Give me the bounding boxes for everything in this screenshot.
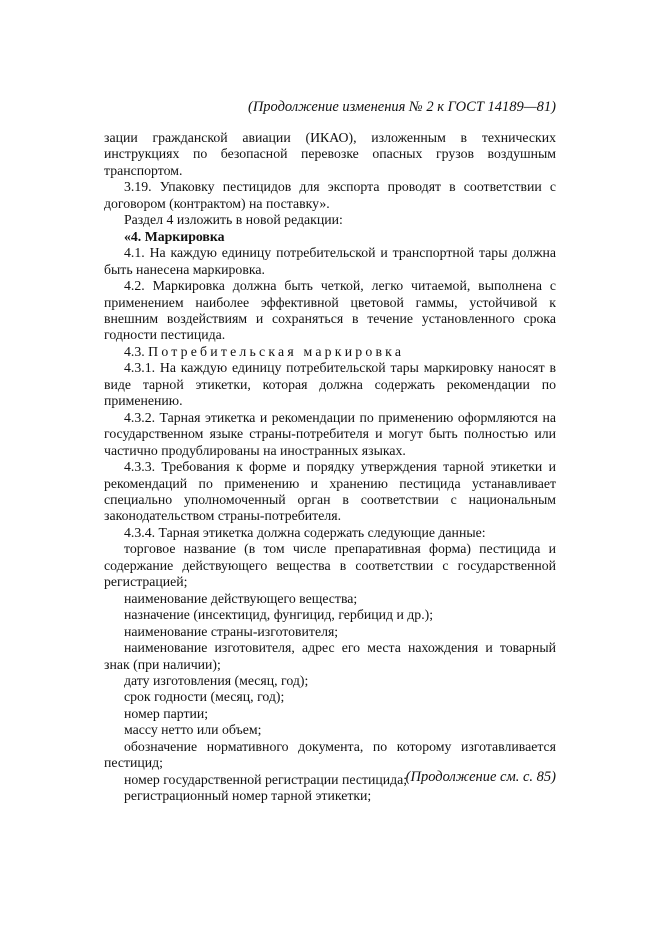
paragraph-4-3-1: 4.3.1. На каждую единицу потребительской тары маркировку наносят в виде тарной этикетки, которая должна содержать рекомендации по применению. [104,360,556,409]
subsection-number: 4.3. [124,343,145,359]
list-item: торговое название (в том числе препаративная форма) пестицида и содержание действующего вещества в соответствии с государственной регистрацией; [104,541,556,590]
subsection-title: Потребительская маркировка [148,343,405,359]
subsection-heading-4-3 [104,344,556,360]
list-item: номер партии; [124,705,209,721]
document-body [104,130,556,805]
paragraph-4-3-2: 4.3.2. Тарная этикетка и рекомендации по применению оформляются на государственном языке страны-потребителя и могут быть полностью или частично продублированы на иностранных языках. [104,409,556,458]
continuation-header: (Продолжение изменения № 2 к ГОСТ 14189—81) [247,99,556,115]
list-item: наименование изготовителя, адрес его места нахождения и товарный знак (при наличии); [104,640,556,672]
list-item: обозначение нормативного документа, по которому изготавливается пестицид; [104,738,556,771]
list-item: срок годности (месяц, год); [124,689,285,705]
list-item: назначение (инсектицид, фунгицид, гербицид и др.); [124,607,434,623]
section-heading-marking: «4. Маркировка [124,228,225,244]
paragraph-section-4-intro: Раздел 4 изложить в новой редакции: [124,212,343,228]
paragraph-4-3-4: 4.3.4. Тарная этикетка должна содержать следующие данные: [124,524,486,540]
list-item: наименование действующего вещества; [124,590,358,606]
continuation-footer: (Продолжение см. с. 85) [405,769,556,785]
list-item: массу нетто или объем; [124,722,262,738]
paragraph-4-2: 4.2. Маркировка должна быть четкой, легко читаемой, выполнена с применением наиболее эффективной цветовой гаммы, устойчивой к внешним воздействиям и сохраняться в течение установленного срока годности пестицида. [104,278,556,343]
list-item: наименование страны-изготовителя; [124,623,339,639]
list-item: дату изготовления (месяц, год); [124,672,309,688]
paragraph-4-1: 4.1. На каждую единицу потребительской и транспортной тары должна быть нанесена маркировка. [104,245,556,277]
paragraph-4-3-3: 4.3.3. Требования к форме и порядку утверждения тарной этикетки и рекомендаций по применению и хранению пестицида устанавливает специально уполномоченный орган в соответствии с национальным законодательством страны-потребителя. [104,459,556,524]
list-item: регистрационный номер тарной этикетки; [124,788,372,804]
paragraph-icao-continuation: зации гражданской авиации (ИКАО), изложенным в технических инструкциях по безопасной перевозке опасных грузов воздушным транспортом. [104,130,556,178]
list-item: номер государственной регистрации пестицида; [124,771,408,787]
paragraph-3-19: 3.19. Упаковку пестицидов для экспорта проводят в соответствии с договором (контрактом) на поставку». [104,179,556,211]
